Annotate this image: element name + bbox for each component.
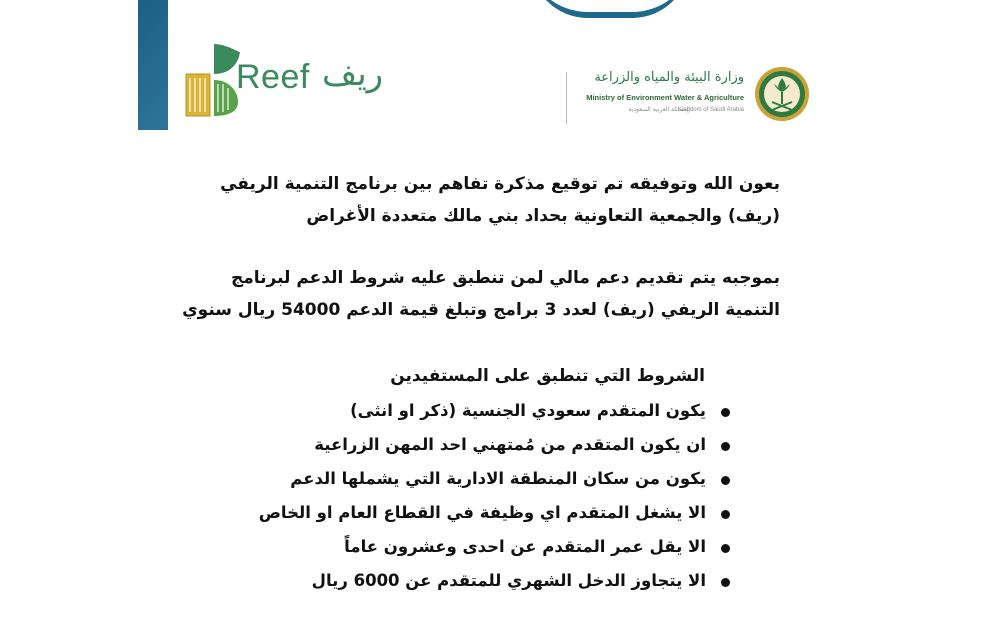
ministry-name-english: Ministry of Environment Water & Agriculture xyxy=(586,93,744,102)
bullet-icon xyxy=(721,578,730,587)
announcement-line: التنمية الريفي (ريف) لعدد 3 برامج وتبلغ قيمة الدعم 54000 ريال سنوي xyxy=(182,300,780,320)
list-item xyxy=(259,432,730,466)
reef-logo xyxy=(184,40,414,120)
list-item xyxy=(259,466,730,500)
bullet-icon xyxy=(721,476,730,485)
bullet-icon xyxy=(721,442,730,451)
announcement-line: (ريف) والجمعية التعاونية بحداد بني مالك متعددة الأغراض xyxy=(306,206,780,226)
condition-text: الا يشغل المتقدم اي وظيفة في القطاع العام او الخاص xyxy=(258,503,706,522)
bullet-icon xyxy=(721,544,730,553)
list-item xyxy=(259,534,730,568)
list-item xyxy=(259,398,730,432)
announcement-paragraph-2 xyxy=(182,262,780,326)
ministry-logo xyxy=(560,66,810,134)
ministry-emblem-icon xyxy=(754,66,810,122)
ministry-name-arabic: وزارة البيئة والمياه والزراعة xyxy=(594,70,744,85)
condition-text: يكون المتقدم سعودي الجنسية (ذكر او انثى) xyxy=(350,401,706,420)
bullet-icon xyxy=(721,408,730,417)
announcement-line: بموجبه يتم تقديم دعم مالي لمن تنطبق عليه شروط الدعم لبرنامج xyxy=(230,268,780,288)
list-item xyxy=(259,500,730,534)
condition-text: يكون من سكان المنطقة الادارية التي يشملها الدعم xyxy=(290,469,706,488)
list-item xyxy=(259,568,730,602)
reef-arabic-wordmark: ريف xyxy=(322,54,384,94)
condition-text: الا يتجاوز الدخل الشهري للمتقدم عن 6000 ريال xyxy=(311,571,706,590)
kingdom-name-arabic: المملكة العربية السعودية xyxy=(628,106,690,113)
announcement-paragraph-1 xyxy=(220,168,780,232)
kingdom-name-english: Kingdom of Saudi Arabia xyxy=(677,107,744,113)
corner-decoration xyxy=(138,0,168,130)
condition-text: ان يكون المتقدم من مُمتهني احد المهن الزراعية xyxy=(314,435,706,454)
conditions-list xyxy=(259,398,730,602)
reef-latin-wordmark: Reef xyxy=(236,58,310,96)
bullet-icon xyxy=(721,510,730,519)
reef-leaf-icon xyxy=(184,40,240,120)
conditions-title: الشروط التي تنطبق على المستفيدين xyxy=(390,366,705,386)
condition-text: الا يقل عمر المتقدم عن احدى وعشرون عاماً xyxy=(344,537,706,556)
announcement-line: بعون الله وتوفيقه تم توقيع مذكرة تفاهم بين برنامج التنمية الريفي xyxy=(220,174,780,194)
